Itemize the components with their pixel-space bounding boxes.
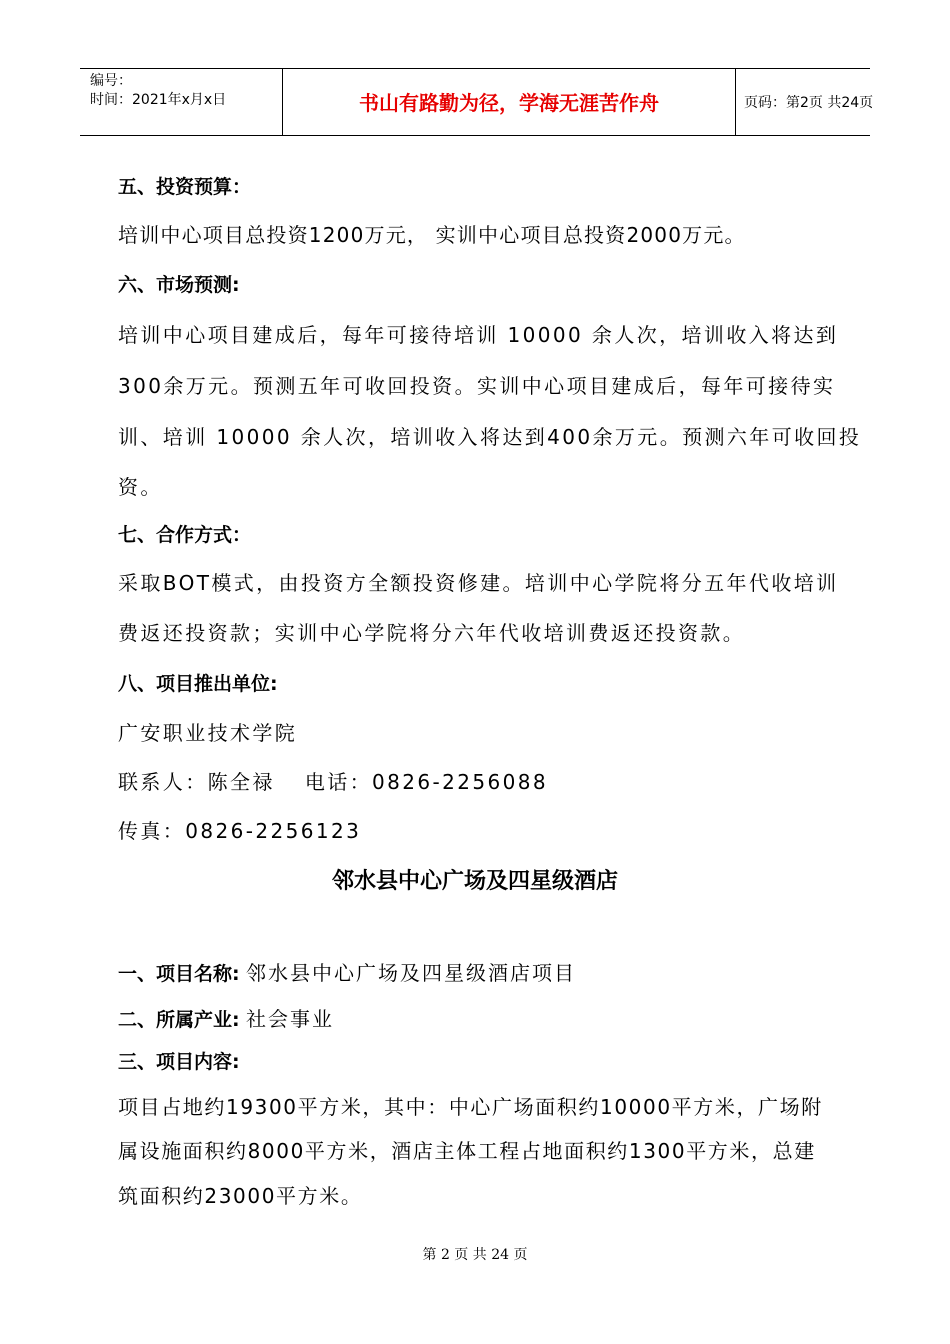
- project2-industry-row: [118, 1006, 334, 1033]
- section7-text-line1: 采取BOT模式，由投资方全额投资修建。培训中心学院将分五年代收培训: [118, 571, 839, 595]
- header-right-cell: [736, 69, 874, 135]
- project2-name-heading: 一、项目名称:: [118, 963, 240, 985]
- header-left-cell: [80, 69, 282, 135]
- contact-phone: 电话：0826-2256088: [304, 770, 548, 794]
- section6-text-line1: 培训中心项目建成后，每年可接待培训 10000 余人次，培训收入将达到: [118, 323, 839, 347]
- section5-heading: 五、投资预算：: [118, 176, 252, 198]
- page-footer: 第 2 页 共 24 页: [422, 1247, 528, 1263]
- project2-content-line3: 筑面积约23000平方米。: [118, 1184, 363, 1208]
- section5-text: 培训中心项目总投资1200万元， 实训中心项目总投资2000万元。: [118, 223, 746, 247]
- header-motto-cell: [282, 69, 736, 135]
- serial-label: 编号：: [90, 73, 132, 89]
- section7-text-line2: 费返还投资款；实训中心学院将分六年代收培训费返还投资款。: [118, 621, 746, 645]
- section6-heading: 六、市场预测:: [118, 274, 240, 296]
- section8-contact-row: [118, 769, 548, 795]
- section6-text-line2: 300余万元。预测五年可收回投资。实训中心项目建成后，每年可接待实: [118, 374, 836, 398]
- project2-name-value: 邻水县中心广场及四星级酒店项目: [245, 961, 576, 985]
- page-info: 页码：第2页 共24页: [744, 95, 874, 111]
- page-header: [80, 68, 874, 136]
- section8-heading: 八、项目推出单位:: [118, 673, 278, 695]
- project2-content-line1: 项目占地约19300平方米，其中：中心广场面积约10000平方米，广场附: [118, 1095, 823, 1119]
- project2-name-row: [118, 960, 576, 987]
- project2-industry-value: 社会事业: [245, 1007, 334, 1031]
- project2-title: 邻水县中心广场及四星级酒店: [331, 869, 618, 894]
- section6-text-line4: 资。: [118, 475, 163, 499]
- motto-text: 书山有路勤为径，学海无涯苦作舟: [359, 91, 659, 115]
- section8-unit: 广安职业技术学院: [118, 721, 298, 745]
- project2-content-line2: 属设施面积约8000平方米，酒店主体工程占地面积约1300平方米，总建: [118, 1139, 816, 1163]
- project2-content-heading: 三、项目内容:: [118, 1051, 240, 1073]
- section6-text-line3: 训、培训 10000 余人次，培训收入将达到400余万元。预测六年可收回投: [118, 425, 862, 449]
- contact-person: 联系人：陈全禄: [118, 770, 275, 794]
- time-label: 时间：2021年x月x日: [90, 92, 227, 108]
- section7-heading: 七、合作方式：: [118, 524, 252, 546]
- project2-industry-heading: 二、所属产业:: [118, 1009, 240, 1031]
- section8-fax: 传真：0826-2256123: [118, 819, 362, 843]
